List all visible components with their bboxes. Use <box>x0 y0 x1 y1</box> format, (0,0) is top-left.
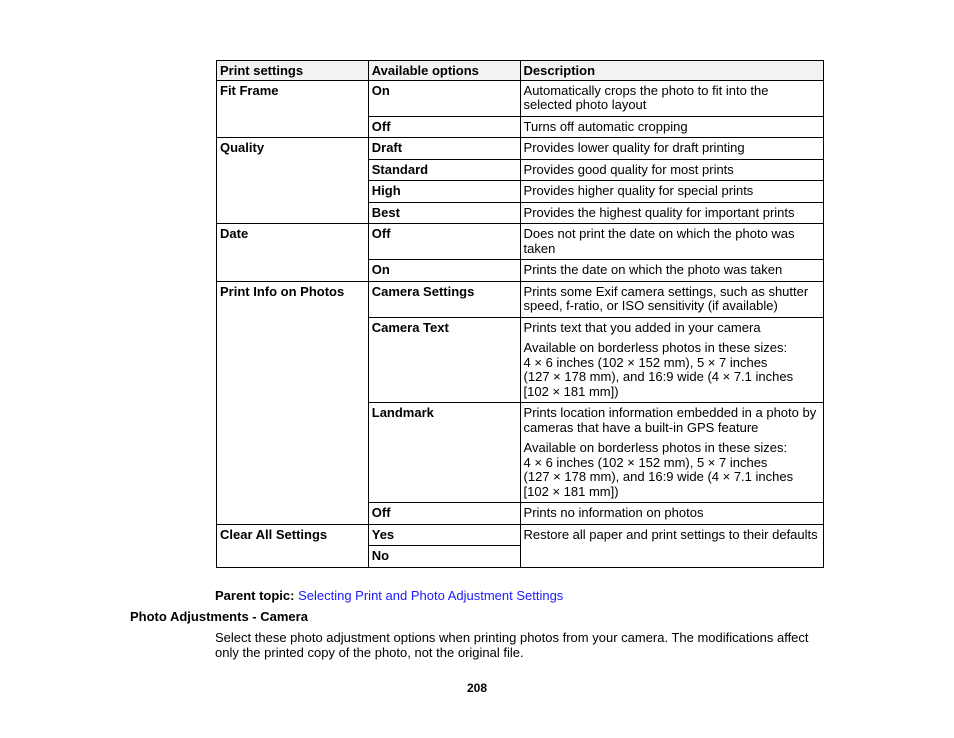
description-text: Provides good quality for most prints <box>523 161 734 177</box>
description-text: Provides the highest quality for important prints <box>523 204 795 220</box>
description-cell <box>520 281 823 317</box>
description-text: Prints text that you added in your camera <box>523 319 761 335</box>
description-text: Prints some Exif camera settings, such as shutter speed, f-ratio, or ISO sensitivity (if available) <box>523 283 809 313</box>
description-cell <box>520 503 823 525</box>
description-text: Restore all paper and print settings to their defaults <box>523 526 818 542</box>
parent-topic-label: Parent topic: <box>215 588 295 603</box>
header-print-settings: Print settings <box>217 61 369 81</box>
description-cell <box>520 159 823 181</box>
option-cell: Camera Settings <box>368 281 520 317</box>
section-title: Photo Adjustments - Camera <box>130 609 308 624</box>
option-cell: On <box>368 260 520 282</box>
table-row <box>217 80 824 116</box>
option-cell: No <box>368 546 520 568</box>
setting-print-info: Print Info on Photos <box>217 281 369 524</box>
parent-topic-link[interactable]: Selecting Print and Photo Adjustment Settings <box>298 588 564 603</box>
setting-quality: Quality <box>217 138 369 224</box>
setting-clear-all: Clear All Settings <box>217 524 369 567</box>
option-cell: Camera Text <box>368 317 520 403</box>
description-text: Does not print the date on which the photo was taken <box>523 226 795 256</box>
description-cell <box>520 403 823 503</box>
option-cell: Off <box>368 224 520 260</box>
description-cell <box>520 524 823 567</box>
option-cell: Off <box>368 116 520 138</box>
header-available-options: Available options <box>368 61 520 81</box>
option-cell: Yes <box>368 524 520 546</box>
option-cell: Standard <box>368 159 520 181</box>
description-cell <box>520 116 823 138</box>
option-cell: Off <box>368 503 520 525</box>
description-cell <box>520 202 823 224</box>
description-text: Prints location information embedded in a photo by cameras that have a built-in GPS feature <box>523 405 817 435</box>
table-row <box>217 524 824 546</box>
description-cell <box>520 80 823 116</box>
description-cell <box>520 260 823 282</box>
description-cell <box>520 317 823 403</box>
description-text: Prints the date on which the photo was taken <box>523 262 783 277</box>
print-settings-table <box>216 60 824 568</box>
description-cell <box>520 181 823 203</box>
setting-date: Date <box>217 224 369 282</box>
setting-fit-frame: Fit Frame <box>217 80 369 138</box>
description-text: Available on borderless photos in these sizes: 4 × 6 inches (102 × 152 mm), 5 × 7 inches (127 × 178 mm), and 16:9 wide (4 × 7.1 inches [102 × 181 mm]) <box>523 440 794 499</box>
parent-topic <box>215 588 563 603</box>
table-row <box>217 224 824 260</box>
description-text: Automatically crops the photo to fit into the selected photo layout <box>523 82 769 112</box>
description-cell <box>520 224 823 260</box>
page-number: 208 <box>466 681 488 695</box>
option-cell: Best <box>368 202 520 224</box>
description-text: Provides lower quality for draft printing <box>523 140 745 155</box>
description-text: Available on borderless photos in these sizes: 4 × 6 inches (102 × 152 mm), 5 × 7 inches (127 × 178 mm), and 16:9 wide (4 × 7.1 inches [102 × 181 mm]) <box>523 340 794 399</box>
option-cell: Draft <box>368 138 520 160</box>
header-description: Description <box>520 61 823 81</box>
description-text: Turns off automatic cropping <box>523 118 688 134</box>
option-cell: High <box>368 181 520 203</box>
description-text: Prints no information on photos <box>523 505 704 520</box>
table-row <box>217 281 824 317</box>
table-row <box>217 138 824 160</box>
description-cell <box>520 138 823 160</box>
option-cell: Landmark <box>368 403 520 503</box>
option-cell: On <box>368 80 520 116</box>
body-paragraph: Select these photo adjustment options when printing photos from your camera. The modifications affect only the printed copy of the photo, not the original file. <box>215 630 809 660</box>
table-header-row <box>217 61 824 81</box>
description-text: Provides higher quality for special prints <box>523 183 754 198</box>
